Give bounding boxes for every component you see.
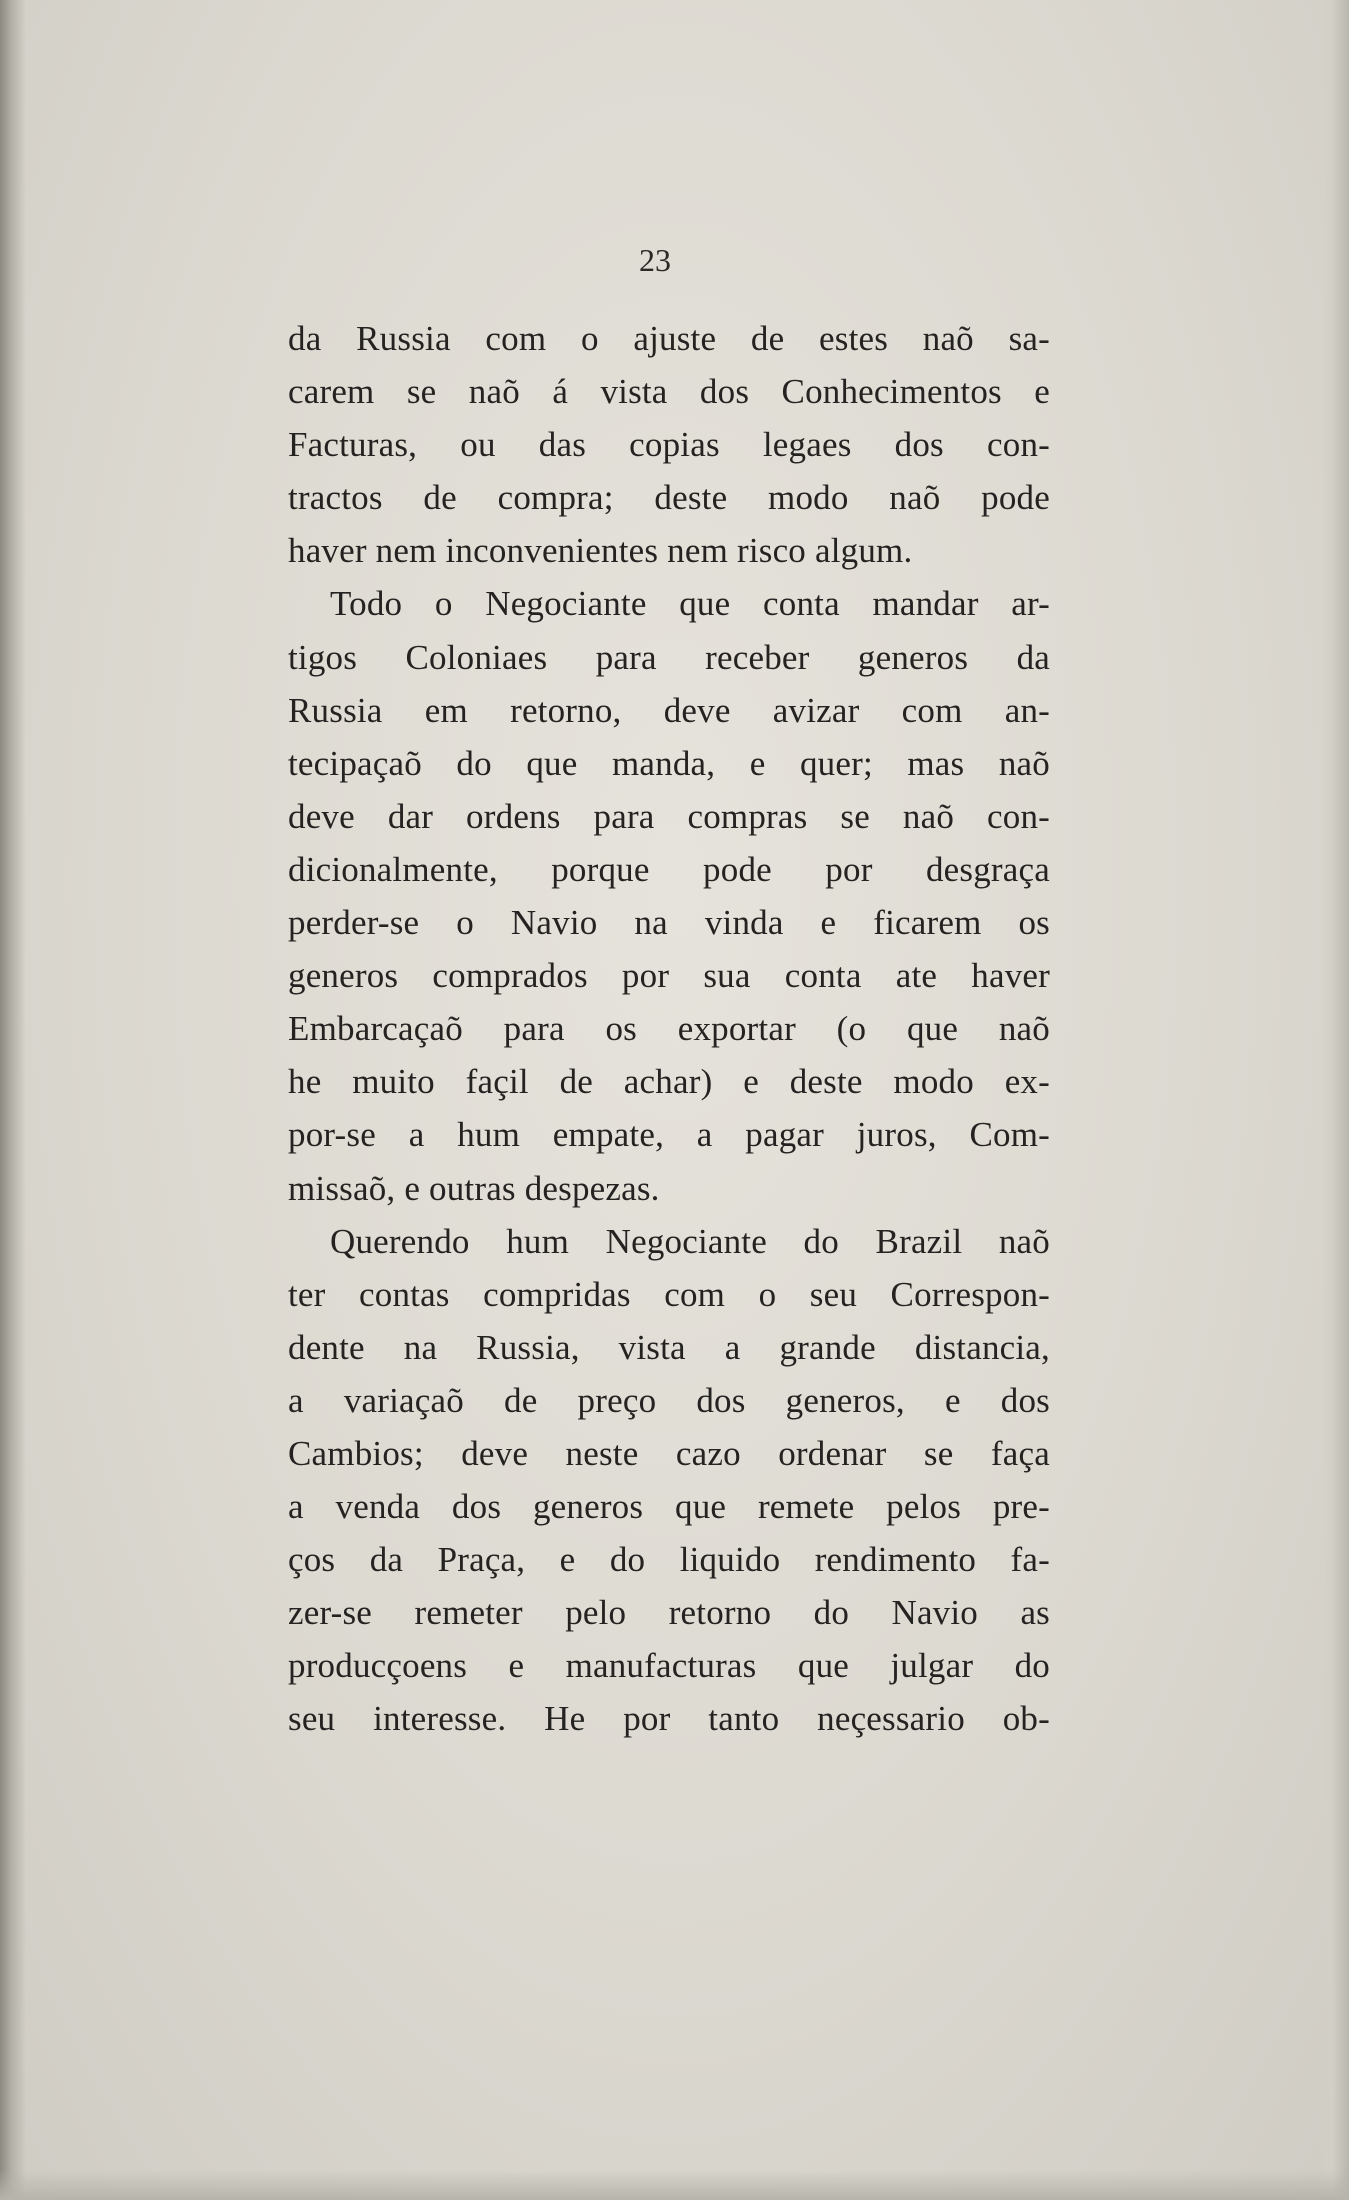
text-line: a venda dos generos que remete pelos pre-: [288, 1487, 1050, 1527]
paragraph: [288, 577, 1050, 1214]
text-line: Embarcaçaõ para os exportar (o que naõ: [288, 1009, 1050, 1049]
binding-shadow: [0, 0, 26, 2200]
paragraph: [288, 312, 1050, 577]
text-line: deve dar ordens para compras se naõ con-: [288, 796, 1050, 836]
text-line: Todo o Negociante que conta mandar ar-: [330, 584, 1050, 624]
page-number: 23: [639, 242, 671, 278]
text-line: dicionalmente, porque pode por desgraça: [288, 849, 1050, 889]
page-edge-bottom: [0, 2170, 1349, 2200]
text-line: ços da Praça, e do liquido rendimento fa-: [288, 1540, 1050, 1580]
body-text: [288, 312, 1050, 1746]
text-line: perder-se o Navio na vinda e ficarem os: [288, 903, 1050, 943]
text-line: zer-se remeter pelo retorno do Navio as: [288, 1593, 1050, 1633]
text-line: generos comprados por sua conta ate haver: [288, 956, 1050, 996]
text-line: haver nem inconvenientes nem risco algum.: [288, 531, 913, 571]
text-line: tractos de compra; deste modo naõ pode: [288, 478, 1050, 518]
text-line: ter contas compridas com o seu Correspon-: [288, 1274, 1050, 1314]
text-line: producçoens e manufacturas que julgar do: [288, 1646, 1050, 1686]
page-edge-right: [1321, 0, 1349, 2200]
text-line: Querendo hum Negociante do Brazil naõ: [330, 1221, 1050, 1261]
text-line: carem se naõ á vista dos Conhecimentos e: [288, 372, 1050, 412]
text-line: por-se a hum empate, a pagar juros, Com-: [288, 1115, 1050, 1155]
text-line: da Russia com o ajuste de estes naõ sa-: [288, 319, 1050, 358]
text-line: Cambios; deve neste cazo ordenar se faça: [288, 1433, 1050, 1473]
text-line: seu interesse. He por tanto neçessario ob-: [288, 1699, 1050, 1739]
text-line: a variaçaõ de preço dos generos, e dos: [288, 1380, 1050, 1420]
text-line: he muito façil de achar) e deste modo ex-: [288, 1062, 1050, 1102]
text-line: Russia em retorno, deve avizar com an-: [288, 690, 1050, 730]
text-line: dente na Russia, vista a grande distancia,: [288, 1327, 1050, 1367]
paragraph: [288, 1215, 1050, 1746]
text-line: tigos Coloniaes para receber generos da: [288, 637, 1050, 677]
text-line: tecipaçaõ do que manda, e quer; mas naõ: [288, 743, 1050, 783]
text-line: missaõ, e outras despezas.: [288, 1168, 660, 1208]
text-line: Facturas, ou das copias legaes dos con-: [288, 425, 1050, 465]
